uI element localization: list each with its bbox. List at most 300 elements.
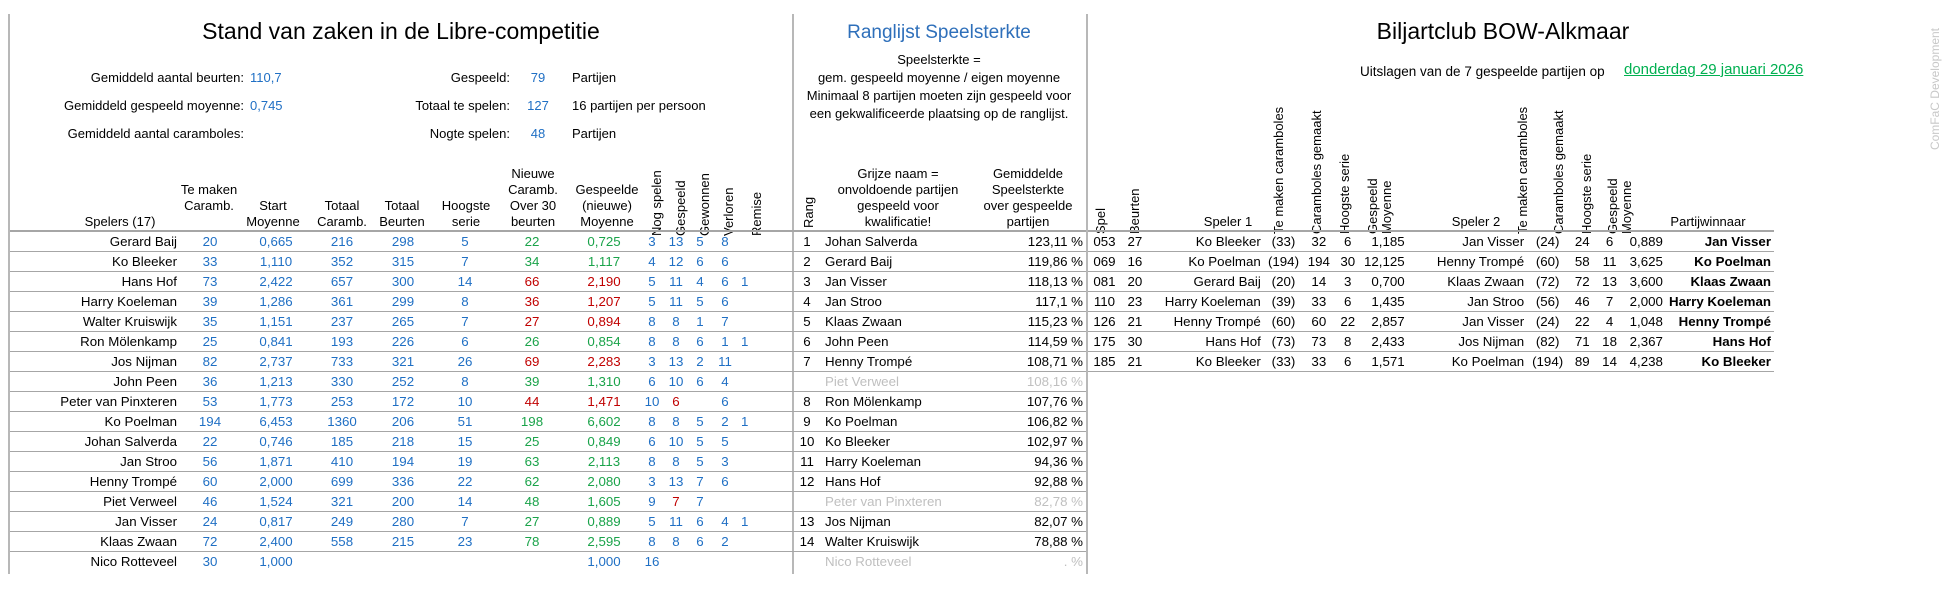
avg-turns-value: 110,7 <box>250 70 282 85</box>
player2-to-make: (82) <box>1527 332 1568 352</box>
col-header-played: Gespeeld <box>673 180 688 236</box>
total-unit: 16 partijen per persoon <box>572 98 706 113</box>
col-header-turns: Beurten <box>1127 188 1142 234</box>
still-to-play: 5 <box>640 272 664 292</box>
turns: 16 <box>1121 252 1149 272</box>
col-header-highest-1: Hoogste serie <box>1337 153 1352 234</box>
new-caramboles: 78 <box>496 532 568 552</box>
start-moyenne: 1,773 <box>240 392 312 412</box>
to-make: 56 <box>180 452 240 472</box>
player2-moyenne: 3,600 <box>1623 272 1666 292</box>
player2-made: 22 <box>1568 312 1596 332</box>
total-caramboles: 249 <box>312 512 372 532</box>
total-caramboles: 237 <box>312 312 372 332</box>
rank: 7 <box>792 352 822 372</box>
still-to-play: 6 <box>640 432 664 452</box>
total-turns: 252 <box>372 372 434 392</box>
player-name: Ko Poelman <box>10 412 180 432</box>
player-name: Piet Verweel <box>10 492 180 512</box>
game-number: 185 <box>1088 352 1121 372</box>
rank: 2 <box>792 252 822 272</box>
player1-made: 60 <box>1303 312 1334 332</box>
standings-row <box>10 412 792 432</box>
col-header-player1: Speler 1 <box>1203 214 1253 229</box>
still-to-play: 3 <box>640 231 664 252</box>
games-lost: 6 <box>712 392 738 412</box>
standings-row <box>10 352 792 372</box>
player1-highest: 6 <box>1334 231 1361 252</box>
result-row <box>1088 292 1774 312</box>
new-caramboles: 48 <box>496 492 568 512</box>
games-won: 5 <box>688 432 712 452</box>
turns: 21 <box>1121 352 1149 372</box>
col-header-played-moyenne: Gespeelde (nieuwe) Moyenne <box>575 182 639 229</box>
games-draw <box>738 292 792 312</box>
games-played: 8 <box>664 312 688 332</box>
rank <box>792 552 822 572</box>
highest-series: 14 <box>434 492 496 512</box>
col-header-total-caramb: Totaal Caramb. <box>317 198 367 229</box>
avg-strength: 94,36 % <box>972 452 1086 472</box>
rank <box>792 372 822 392</box>
avg-caramboles-label: Gemiddeld aantal caramboles: <box>67 126 244 141</box>
player2-made: 24 <box>1568 231 1596 252</box>
still-to-play: 5 <box>640 292 664 312</box>
games-lost: 11 <box>712 352 738 372</box>
game-number: 053 <box>1088 231 1121 252</box>
player1-highest: 30 <box>1334 252 1361 272</box>
games-lost: 6 <box>712 252 738 272</box>
player1-highest: 6 <box>1334 352 1361 372</box>
ranked-player-name: Peter van Pinxteren <box>822 492 972 512</box>
ranking-row <box>792 492 1086 512</box>
new-caramboles: 27 <box>496 512 568 532</box>
rank: 11 <box>792 452 822 472</box>
player-name: Jan Visser <box>10 512 180 532</box>
total-label: Totaal te spelen: <box>415 98 510 113</box>
avg-moyenne-label: Gemiddeld gespeeld moyenne: <box>64 98 244 113</box>
player2-name: Jan Stroo <box>1408 292 1527 312</box>
games-lost: 5 <box>712 432 738 452</box>
col-header-moyenne-1: Gespeeld Moyenne <box>1365 178 1394 234</box>
ranked-player-name: Jan Visser <box>822 272 972 292</box>
start-moyenne: 1,213 <box>240 372 312 392</box>
total-caramboles: 185 <box>312 432 372 452</box>
col-header-total-turns: Totaal Beurten <box>379 198 425 229</box>
highest-series: 5 <box>434 231 496 252</box>
start-moyenne: 6,453 <box>240 412 312 432</box>
col-header-grey-name: Grijze naam = onvoldoende partijen gespeeld voor kwalificatie! <box>837 166 959 229</box>
games-lost: 1 <box>712 332 738 352</box>
to-make: 20 <box>180 231 240 252</box>
games-won: 5 <box>688 412 712 432</box>
rank <box>792 492 822 512</box>
games-lost: 4 <box>712 512 738 532</box>
avg-strength: 82,78 % <box>972 492 1086 512</box>
still-to-play: 8 <box>640 412 664 432</box>
remaining-label: Nogte spelen: <box>429 126 510 141</box>
remaining-value: 48 <box>530 126 546 141</box>
ranked-player-name: Johan Salverda <box>822 231 972 252</box>
games-won: 7 <box>688 472 712 492</box>
new-caramboles: 26 <box>496 332 568 352</box>
winner: Harry Koeleman <box>1666 292 1774 312</box>
result-row <box>1088 272 1774 292</box>
to-make: 25 <box>180 332 240 352</box>
standings-row <box>10 231 792 252</box>
games-played: 13 <box>664 472 688 492</box>
new-caramboles: 27 <box>496 312 568 332</box>
ranking-row <box>792 412 1086 432</box>
standings-row <box>10 452 792 472</box>
results-date-link[interactable]: donderdag 29 januari 2026 <box>1624 61 1804 78</box>
player2-moyenne: 0,889 <box>1623 231 1666 252</box>
start-moyenne: 1,110 <box>240 252 312 272</box>
games-lost: 2 <box>712 412 738 432</box>
total-turns: 172 <box>372 392 434 412</box>
player1-moyenne: 1,571 <box>1361 352 1408 372</box>
start-moyenne: 0,817 <box>240 512 312 532</box>
to-make: 73 <box>180 272 240 292</box>
ranking-row <box>792 472 1086 492</box>
player2-highest: 6 <box>1596 231 1623 252</box>
standings-table <box>10 230 792 571</box>
player2-to-make: (24) <box>1527 312 1568 332</box>
played-unit: Partijen <box>572 70 617 85</box>
avg-strength: 106,82 % <box>972 412 1086 432</box>
rank: 13 <box>792 512 822 532</box>
to-make: 46 <box>180 492 240 512</box>
to-make: 30 <box>202 554 218 569</box>
player1-name: Henny Trompé <box>1149 312 1264 332</box>
player1-moyenne: 12,125 <box>1361 252 1408 272</box>
games-draw: 1 <box>738 412 792 432</box>
avg-strength: . % <box>1063 554 1083 569</box>
played-moyenne: 0,849 <box>568 432 640 452</box>
standings-row <box>10 512 792 532</box>
game-number: 126 <box>1088 312 1121 332</box>
turns: 30 <box>1121 332 1149 352</box>
col-header-to-make-1: Te maken caramboles <box>1271 106 1286 234</box>
played-moyenne: 1,207 <box>568 292 640 312</box>
start-moyenne: 0,841 <box>240 332 312 352</box>
still-to-play: 8 <box>640 452 664 472</box>
avg-strength: 114,59 % <box>972 332 1086 352</box>
ranking-row <box>792 532 1086 552</box>
ranking-row <box>792 252 1086 272</box>
games-won: 7 <box>688 492 712 512</box>
player2-name: Ko Poelman <box>1408 352 1527 372</box>
ranked-player-name: John Peen <box>822 332 972 352</box>
total-turns: 336 <box>372 472 434 492</box>
start-moyenne: 2,400 <box>240 532 312 552</box>
total-caramboles: 410 <box>312 452 372 472</box>
start-moyenne: 1,151 <box>240 312 312 332</box>
to-make: 72 <box>180 532 240 552</box>
highest-series <box>434 552 496 572</box>
total-caramboles: 558 <box>312 532 372 552</box>
total-turns: 280 <box>372 512 434 532</box>
rank: 4 <box>792 292 822 312</box>
player2-name: Klaas Zwaan <box>1408 272 1527 292</box>
winner: Klaas Zwaan <box>1666 272 1774 292</box>
ranking-row <box>792 372 1086 392</box>
player-name: Hans Hof <box>10 272 180 292</box>
total-caramboles: 216 <box>312 231 372 252</box>
ranking-desc-3: Minimaal 8 partijen moeten zijn gespeeld voor <box>806 88 1072 103</box>
avg-strength: 119,86 % <box>972 252 1086 272</box>
avg-strength: 107,76 % <box>972 392 1086 412</box>
highest-series: 51 <box>434 412 496 432</box>
standings-row <box>10 472 792 492</box>
games-lost: 6 <box>712 472 738 492</box>
player2-name: Jos Nijman <box>1408 332 1527 352</box>
new-caramboles: 66 <box>496 272 568 292</box>
col-header-lost: Verloren <box>721 187 736 236</box>
highest-series: 14 <box>434 272 496 292</box>
start-moyenne: 1,524 <box>240 492 312 512</box>
new-caramboles: 63 <box>496 452 568 472</box>
played-moyenne: 2,190 <box>568 272 640 292</box>
highest-series: 22 <box>434 472 496 492</box>
rank: 14 <box>792 532 822 552</box>
games-draw <box>738 231 792 252</box>
still-to-play: 3 <box>640 352 664 372</box>
total-turns: 226 <box>372 332 434 352</box>
player1-to-make: (33) <box>1264 352 1303 372</box>
played-moyenne: 2,113 <box>568 452 640 472</box>
total-caramboles: 253 <box>312 392 372 412</box>
played-moyenne: 0,889 <box>568 512 640 532</box>
player1-made: 73 <box>1303 332 1334 352</box>
player1-moyenne: 2,857 <box>1361 312 1408 332</box>
col-header-start-moyenne: Start Moyenne <box>246 198 300 229</box>
winner: Ko Bleeker <box>1666 352 1774 372</box>
total-caramboles: 193 <box>312 332 372 352</box>
player2-moyenne: 2,000 <box>1623 292 1666 312</box>
games-played <box>664 552 688 572</box>
ranking-row <box>792 272 1086 292</box>
start-moyenne: 2,000 <box>240 472 312 492</box>
total-turns: 298 <box>372 231 434 252</box>
games-lost <box>712 492 738 512</box>
winner: Ko Poelman <box>1666 252 1774 272</box>
results-subtitle: Uitslagen van de 7 gespeelde partijen op <box>1360 64 1605 79</box>
still-to-play: 8 <box>640 332 664 352</box>
games-draw <box>738 312 792 332</box>
player2-made: 58 <box>1568 252 1596 272</box>
games-draw <box>738 552 792 572</box>
games-draw <box>738 392 792 412</box>
games-draw <box>738 532 792 552</box>
avg-strength: 117,1 % <box>972 292 1086 312</box>
game-number: 110 <box>1088 292 1121 312</box>
games-won: 6 <box>688 252 712 272</box>
standings-row <box>10 312 792 332</box>
highest-series: 8 <box>434 372 496 392</box>
ranking-title: Ranglijst Speelsterkte <box>847 22 1031 43</box>
rank: 8 <box>792 392 822 412</box>
player-name: Nico Rotteveel <box>90 554 177 569</box>
played-label: Gespeeld: <box>450 70 510 85</box>
games-lost: 6 <box>712 292 738 312</box>
still-to-play: 8 <box>640 312 664 332</box>
winner: Henny Trompé <box>1666 312 1774 332</box>
start-moyenne: 0,665 <box>240 231 312 252</box>
games-draw <box>738 352 792 372</box>
ranked-player-name: Ron Mölenkamp <box>822 392 972 412</box>
played-moyenne: 0,854 <box>568 332 640 352</box>
ranked-player-name: Gerard Baij <box>822 252 972 272</box>
player2-highest: 14 <box>1596 352 1623 372</box>
player-name: Gerard Baij <box>10 231 180 252</box>
player-name: John Peen <box>10 372 180 392</box>
to-make: 39 <box>180 292 240 312</box>
games-played: 6 <box>664 392 688 412</box>
highest-series: 7 <box>434 512 496 532</box>
turns: 20 <box>1121 272 1149 292</box>
player2-moyenne: 4,238 <box>1623 352 1666 372</box>
winner: Jan Visser <box>1666 231 1774 252</box>
avg-strength: 115,23 % <box>972 312 1086 332</box>
player-name: Ko Bleeker <box>10 252 180 272</box>
standings-row <box>10 252 792 272</box>
standings-row <box>10 552 792 572</box>
ranking-row <box>792 292 1086 312</box>
total-turns: 206 <box>372 412 434 432</box>
turns: 23 <box>1121 292 1149 312</box>
highest-series: 19 <box>434 452 496 472</box>
highest-series: 10 <box>434 392 496 412</box>
played-moyenne: 0,894 <box>568 312 640 332</box>
player1-to-make: (33) <box>1264 231 1303 252</box>
still-to-play: 8 <box>640 532 664 552</box>
player2-highest: 4 <box>1596 312 1623 332</box>
total-turns: 218 <box>372 432 434 452</box>
col-header-won: Gewonnen <box>697 173 712 236</box>
highest-series: 26 <box>434 352 496 372</box>
games-played: 13 <box>664 231 688 252</box>
games-played: 12 <box>664 252 688 272</box>
games-played: 13 <box>664 352 688 372</box>
new-caramboles: 34 <box>496 252 568 272</box>
col-header-avg-strength: Gemiddelde Speelsterkte over gespeelde partijen <box>983 166 1073 229</box>
games-won: 4 <box>688 272 712 292</box>
to-make: 24 <box>180 512 240 532</box>
player-name: Harry Koeleman <box>10 292 180 312</box>
start-moyenne: 2,422 <box>240 272 312 292</box>
highest-series: 23 <box>434 532 496 552</box>
new-caramboles: 62 <box>496 472 568 492</box>
total-turns: 299 <box>372 292 434 312</box>
total-caramboles: 1360 <box>312 412 372 432</box>
player2-to-make: (60) <box>1527 252 1568 272</box>
ranking-row <box>792 432 1086 452</box>
still-to-play: 3 <box>640 472 664 492</box>
player1-made: 33 <box>1303 352 1334 372</box>
player2-to-make: (56) <box>1527 292 1568 312</box>
rank: 3 <box>792 272 822 292</box>
highest-series: 7 <box>434 252 496 272</box>
to-make: 36 <box>180 372 240 392</box>
played-moyenne: 1,471 <box>568 392 640 412</box>
games-played: 8 <box>664 452 688 472</box>
start-moyenne: 1,871 <box>240 452 312 472</box>
player1-made: 194 <box>1303 252 1334 272</box>
turns: 27 <box>1121 231 1149 252</box>
player1-moyenne: 0,700 <box>1361 272 1408 292</box>
game-number: 081 <box>1088 272 1121 292</box>
standings-row <box>10 532 792 552</box>
player1-made: 14 <box>1303 272 1334 292</box>
player1-to-make: (60) <box>1264 312 1303 332</box>
player-name: Ron Mölenkamp <box>10 332 180 352</box>
col-header-rank: Rang <box>801 196 816 228</box>
games-won: 5 <box>688 452 712 472</box>
games-won: 6 <box>688 532 712 552</box>
played-moyenne: 2,283 <box>568 352 640 372</box>
player2-made: 89 <box>1568 352 1596 372</box>
winner: Hans Hof <box>1666 332 1774 352</box>
avg-strength: 82,07 % <box>972 512 1086 532</box>
player2-to-make: (72) <box>1527 272 1568 292</box>
total-caramboles: 352 <box>312 252 372 272</box>
avg-strength: 92,88 % <box>972 472 1086 492</box>
games-won <box>688 552 712 572</box>
player2-name: Jan Visser <box>1408 231 1527 252</box>
player-name: Jan Stroo <box>10 452 180 472</box>
standings-row <box>10 392 792 412</box>
total-caramboles: 330 <box>312 372 372 392</box>
games-draw <box>738 492 792 512</box>
ranking-desc-1: Speelsterkte = <box>897 52 981 67</box>
games-won: 6 <box>688 372 712 392</box>
games-lost: 7 <box>712 312 738 332</box>
highest-series: 8 <box>434 292 496 312</box>
col-header-made-2: Caramboles gemaakt <box>1551 110 1566 234</box>
new-caramboles: 44 <box>496 392 568 412</box>
result-row <box>1088 231 1774 252</box>
rank: 12 <box>792 472 822 492</box>
still-to-play: 6 <box>640 372 664 392</box>
ranked-player-name: Walter Kruiswijk <box>822 532 972 552</box>
total-caramboles: 733 <box>312 352 372 372</box>
player-name: Johan Salverda <box>10 432 180 452</box>
total-turns: 300 <box>372 272 434 292</box>
avg-strength: 102,97 % <box>972 432 1086 452</box>
col-header-to-make-2: Te maken caramboles <box>1515 106 1530 234</box>
player2-to-make: (24) <box>1527 231 1568 252</box>
games-draw <box>738 452 792 472</box>
avg-strength: 78,88 % <box>972 532 1086 552</box>
avg-strength: 123,11 % <box>972 231 1086 252</box>
ranking-row <box>792 312 1086 332</box>
to-make: 35 <box>180 312 240 332</box>
ranking-panel <box>792 14 1088 574</box>
games-lost <box>712 552 738 572</box>
new-caramboles: 25 <box>496 432 568 452</box>
games-draw <box>738 472 792 492</box>
to-make: 194 <box>180 412 240 432</box>
competition-panel <box>8 14 794 574</box>
ranking-row <box>792 452 1086 472</box>
games-played: 10 <box>664 432 688 452</box>
player1-highest: 6 <box>1334 292 1361 312</box>
game-number: 175 <box>1088 332 1121 352</box>
result-row <box>1088 312 1774 332</box>
player1-name: Hans Hof <box>1149 332 1264 352</box>
start-moyenne: 1,286 <box>240 292 312 312</box>
